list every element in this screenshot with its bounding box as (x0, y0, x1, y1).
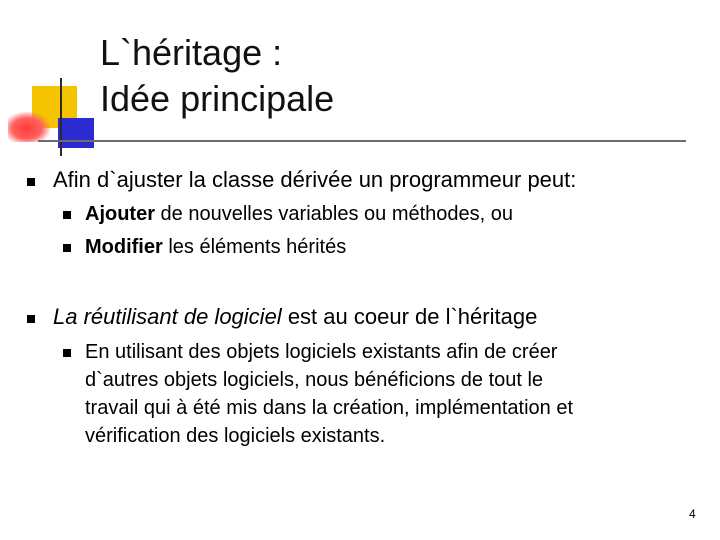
sub-bullet-2-1-line-4: vérification des logiciels existants. (85, 425, 386, 447)
decor-vertical-line (60, 78, 62, 156)
sub-bullet-2-1-line-1: En utilisant des objets logiciels existants afin de créer (85, 341, 558, 363)
slide-title-line-2: Idée principale (100, 78, 335, 119)
bullet-1-text: Afin d`ajuster la classe dérivée un programmeur peut: (53, 167, 577, 192)
decor-blue-square (58, 118, 94, 148)
bullet-2-italic: La réutilisant de logiciel (53, 304, 282, 329)
sub-bullet-square-icon (63, 211, 71, 219)
sub-bullet-1-1-bold: Ajouter (85, 203, 155, 225)
sub-bullet-1-2-bold: Modifier (85, 236, 163, 258)
sub-bullet-1-2-rest: les éléments hérités (162, 236, 347, 258)
bullet-2-rest: est au coeur de l`héritage (281, 304, 538, 329)
sub-bullet-square-icon (63, 349, 71, 357)
decor-red-square (8, 112, 50, 142)
sub-bullet-square-icon (63, 244, 71, 252)
title-underline (38, 140, 686, 142)
sub-bullet-1-2 (85, 233, 346, 261)
sub-bullet-2-1 (85, 338, 695, 450)
sub-bullet-1-1 (85, 200, 513, 228)
slide-title (100, 30, 334, 122)
bullet-square-icon (27, 315, 35, 323)
bullet-2-text (53, 303, 537, 331)
page-number: 4 (689, 507, 696, 521)
slide-title-line-1: L`héritage : (100, 32, 283, 73)
sub-bullet-1-1-rest: de nouvelles variables ou méthodes, ou (155, 203, 514, 225)
sub-bullet-2-1-line-3: travail qui à été mis dans la création, implémentation et (85, 397, 574, 419)
sub-bullet-2-1-line-2: d`autres objets logiciels, nous bénéficions de tout le (85, 369, 544, 391)
bullet-square-icon (27, 178, 35, 186)
